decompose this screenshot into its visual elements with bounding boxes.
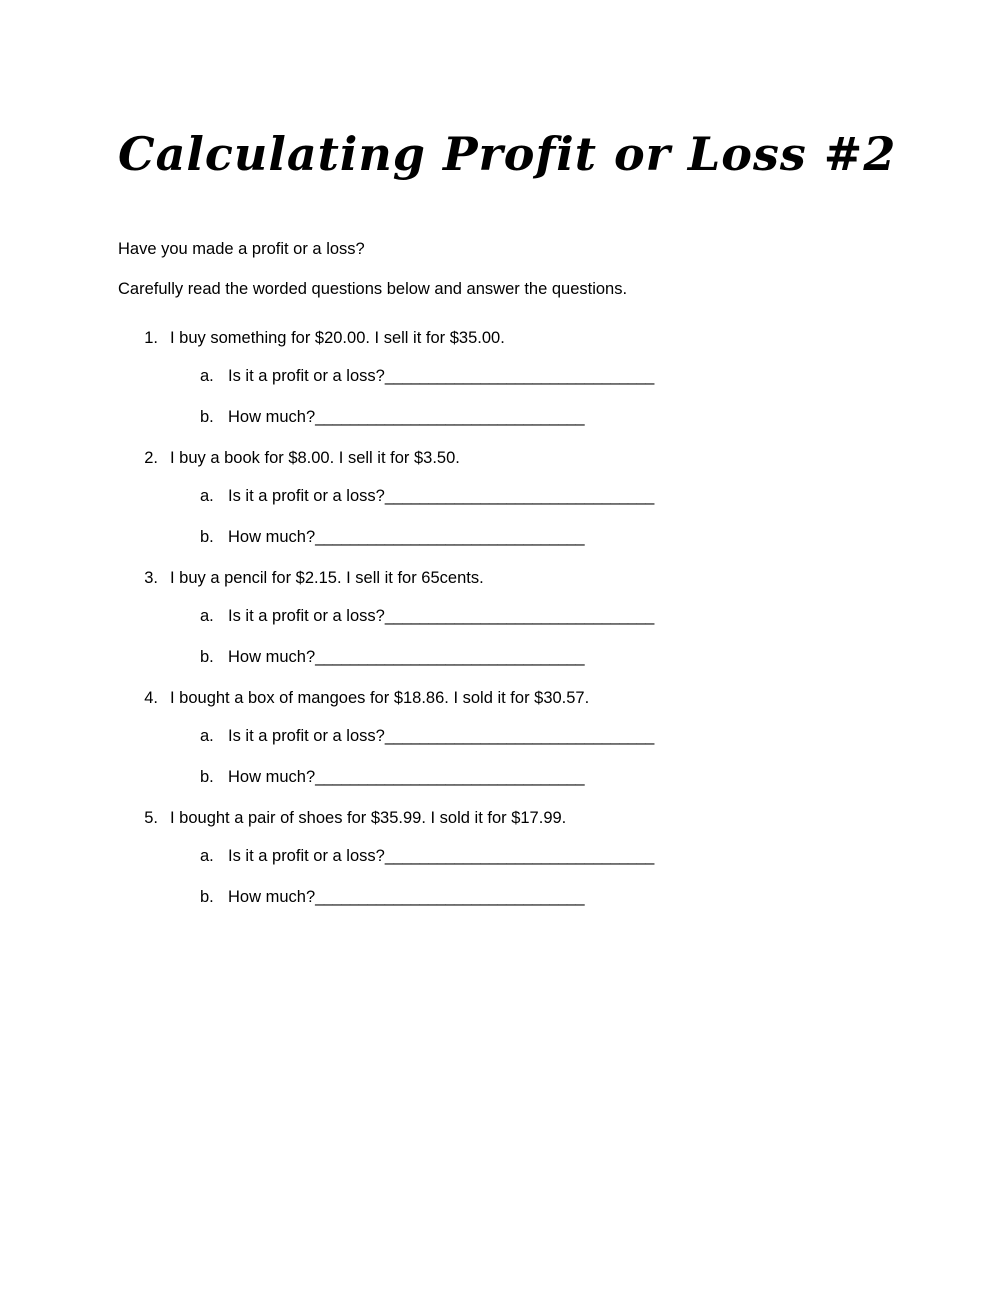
subpart-letter: b.	[200, 407, 214, 426]
question-number: 3.	[144, 568, 158, 587]
subpart-letter: b.	[200, 767, 214, 786]
question-text: I buy something for $20.00. I sell it for $35.00.	[170, 328, 505, 347]
question-line	[140, 329, 1000, 348]
subpart-prompt: Is it a profit or a loss?	[228, 606, 385, 625]
intro-block	[0, 181, 1000, 301]
answer-blank[interactable]: _______________________________	[315, 647, 585, 666]
question-number: 5.	[144, 808, 158, 827]
question-subparts	[140, 847, 1000, 907]
subpart-b	[200, 408, 1000, 427]
subpart-prompt: How much?	[228, 887, 316, 906]
subpart-prompt: Is it a profit or a loss?	[228, 726, 385, 745]
subpart-prompt: Is it a profit or a loss?	[228, 846, 385, 865]
subpart-a	[200, 847, 1000, 866]
answer-blank[interactable]: _______________________________	[384, 366, 654, 385]
question-subparts	[140, 727, 1000, 787]
question-number: 2.	[144, 448, 158, 467]
subpart-letter: b.	[200, 887, 214, 906]
answer-blank[interactable]: _______________________________	[384, 846, 654, 865]
answer-blank[interactable]: _______________________________	[384, 486, 654, 505]
intro-line-1: Have you made a profit or a loss?	[118, 239, 365, 258]
question-text: I bought a pair of shoes for $35.99. I sold it for $17.99.	[170, 808, 567, 827]
subpart-letter: b.	[200, 647, 214, 666]
subpart-prompt: Is it a profit or a loss?	[228, 366, 385, 385]
page-title: Calculating Profit or Loss #2	[118, 127, 897, 181]
question-text: I buy a pencil for $2.15. I sell it for 65cents.	[170, 568, 484, 587]
subpart-b	[200, 888, 1000, 907]
question-line	[140, 809, 1000, 828]
answer-blank[interactable]: _______________________________	[384, 606, 654, 625]
subpart-letter: a.	[200, 366, 214, 385]
question-item	[140, 569, 1000, 667]
question-line	[140, 449, 1000, 468]
subpart-prompt: How much?	[228, 647, 316, 666]
question-text: I buy a book for $8.00. I sell it for $3.50.	[170, 448, 460, 467]
question-item	[140, 329, 1000, 427]
subpart-b	[200, 768, 1000, 787]
subpart-letter: a.	[200, 486, 214, 505]
question-item	[140, 689, 1000, 787]
question-item	[140, 449, 1000, 547]
subpart-letter: a.	[200, 606, 214, 625]
questions-list	[0, 329, 1000, 907]
subpart-prompt: How much?	[228, 407, 316, 426]
question-number: 4.	[144, 688, 158, 707]
question-subparts	[140, 607, 1000, 667]
question-subparts	[140, 367, 1000, 427]
answer-blank[interactable]: _______________________________	[315, 527, 585, 546]
answer-blank[interactable]: _______________________________	[315, 887, 585, 906]
intro-line-2: Carefully read the worded questions below and answer the questions.	[118, 280, 628, 299]
answer-blank[interactable]: _______________________________	[384, 726, 654, 745]
subpart-b	[200, 528, 1000, 547]
subpart-prompt: Is it a profit or a loss?	[228, 486, 385, 505]
subpart-letter: a.	[200, 846, 214, 865]
subpart-prompt: How much?	[228, 527, 316, 546]
question-line	[140, 689, 1000, 708]
question-line	[140, 569, 1000, 588]
subpart-a	[200, 727, 1000, 746]
question-text: I bought a box of mangoes for $18.86. I sold it for $30.57.	[170, 688, 590, 707]
subpart-a	[200, 487, 1000, 506]
subpart-letter: b.	[200, 527, 214, 546]
subpart-a	[200, 367, 1000, 386]
subpart-a	[200, 607, 1000, 626]
question-item	[140, 809, 1000, 907]
answer-blank[interactable]: _______________________________	[315, 407, 585, 426]
subpart-b	[200, 648, 1000, 667]
question-subparts	[140, 487, 1000, 547]
answer-blank[interactable]: _______________________________	[315, 767, 585, 786]
subpart-prompt: How much?	[228, 767, 316, 786]
subpart-letter: a.	[200, 726, 214, 745]
question-number: 1.	[144, 328, 158, 347]
